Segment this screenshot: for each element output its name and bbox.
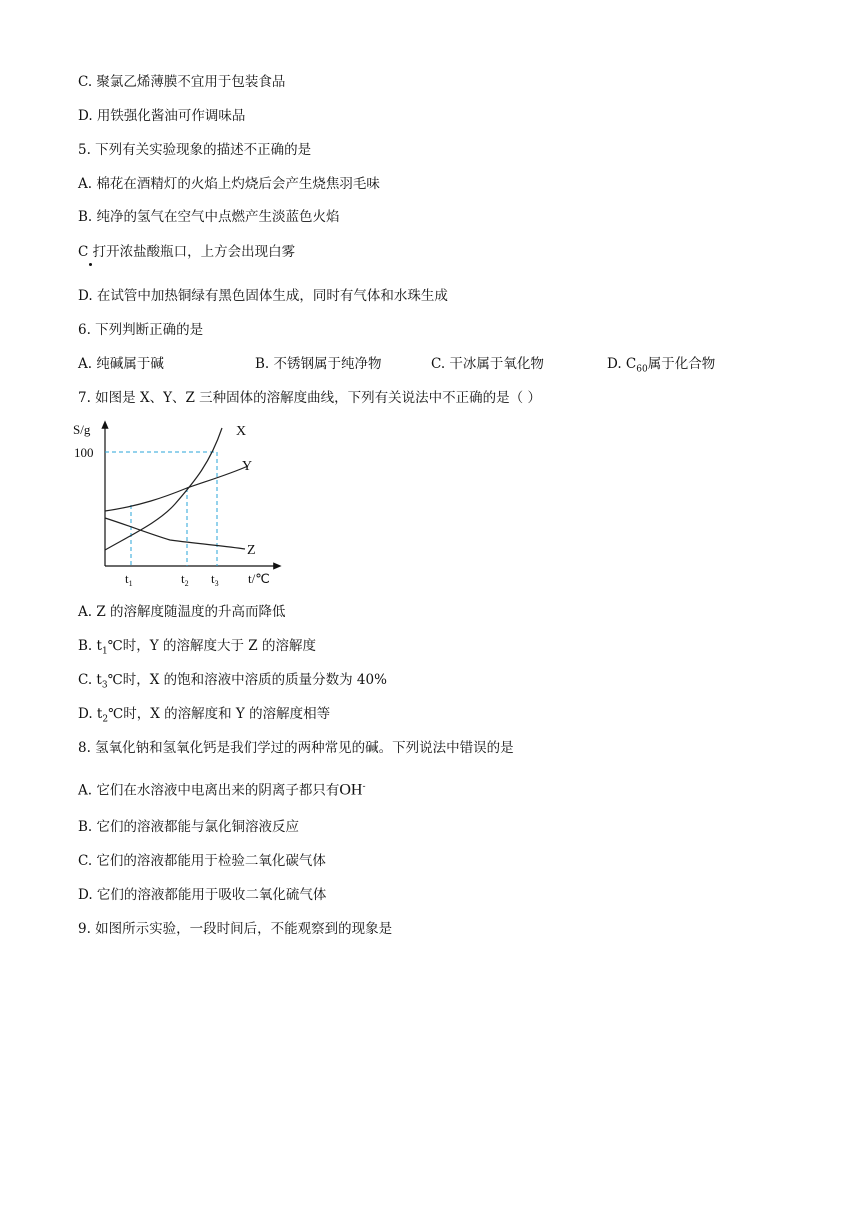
x-tick-t2: $t_2$ (181, 571, 189, 588)
q7-option-d: D. $t_2℃$时，X 的溶解度和 Y 的溶解度相等 (78, 706, 331, 725)
stray-dot (89, 263, 92, 266)
curve-y (105, 466, 248, 511)
q7-option-a: A. Z 的溶解度随温度的升高而降低 (78, 604, 286, 620)
q8-option-c: C. 它们的溶液都能用于检验二氧化碳气体 (78, 853, 326, 869)
x-tick-t3: $t_3$ (211, 571, 219, 588)
curve-z (105, 518, 245, 549)
q6-option-b: B. 不锈钢属于纯净物 (255, 356, 382, 372)
question-6-stem: 6. 下列判断正确的是 (78, 322, 204, 338)
series-label-z: Z (247, 543, 256, 558)
y-axis-label: S/g (73, 422, 91, 437)
q5-option-a: A. 棉花在酒精灯的火焰上灼烧后会产生烧焦羽毛味 (78, 176, 380, 192)
question-8-stem: 8. 氢氧化钠和氢氧化钙是我们学过的两种常见的碱。下列说法中错误的是 (78, 740, 514, 756)
q8-option-d: D. 它们的溶液都能用于吸收二氧化硫气体 (78, 887, 327, 903)
q7-option-b: B. $t_1℃$时，Y 的溶解度大于 Z 的溶解度 (78, 638, 316, 657)
x-axis-label: t/℃ (248, 571, 270, 586)
q6-option-c: C. 干冰属于氧化物 (431, 356, 544, 372)
series-label-y: Y (242, 459, 253, 474)
option-d-line: D. 用铁强化酱油可作调味品 (78, 108, 246, 124)
y-tick-100: 100 (74, 445, 94, 460)
q7-option-c: C. $t_3℃$时，X 的饱和溶液中溶质的质量分数为 40% (78, 672, 387, 691)
q6-option-a: A. 纯碱属于碱 (78, 356, 164, 372)
q8-option-a: A. 它们在水溶液中电离出来的阴离子都只有OH- (78, 781, 366, 799)
question-9-stem: 9. 如图所示实验，一段时间后，不能观察到的现象是 (78, 921, 393, 937)
series-label-x: X (236, 424, 247, 439)
curve-x (105, 428, 222, 550)
x-tick-t1: $t_1$ (125, 571, 133, 588)
question-7-stem: 7. 如图是 X、Y、Z 三种固体的溶解度曲线，下列有关说法中不正确的是（ ） (78, 390, 541, 406)
q5-option-c: C 打开浓盐酸瓶口，上方会出现白雾 (78, 244, 296, 260)
solubility-chart (70, 418, 285, 590)
q8-option-b: B. 它们的溶液都能与氯化铜溶液反应 (78, 819, 300, 835)
q5-option-d: D. 在试管中加热铜绿有黑色固体生成，同时有气体和水珠生成 (78, 288, 448, 304)
option-c-line: C. 聚氯乙烯薄膜不宜用于包装食品 (78, 74, 286, 90)
question-5-stem: 5. 下列有关实验现象的描述不正确的是 (78, 142, 312, 158)
q5-option-b: B. 纯净的氢气在空气中点燃产生淡蓝色火焰 (78, 209, 340, 225)
q6-option-d: D. $C_{60}$属于化合物 (607, 356, 716, 375)
